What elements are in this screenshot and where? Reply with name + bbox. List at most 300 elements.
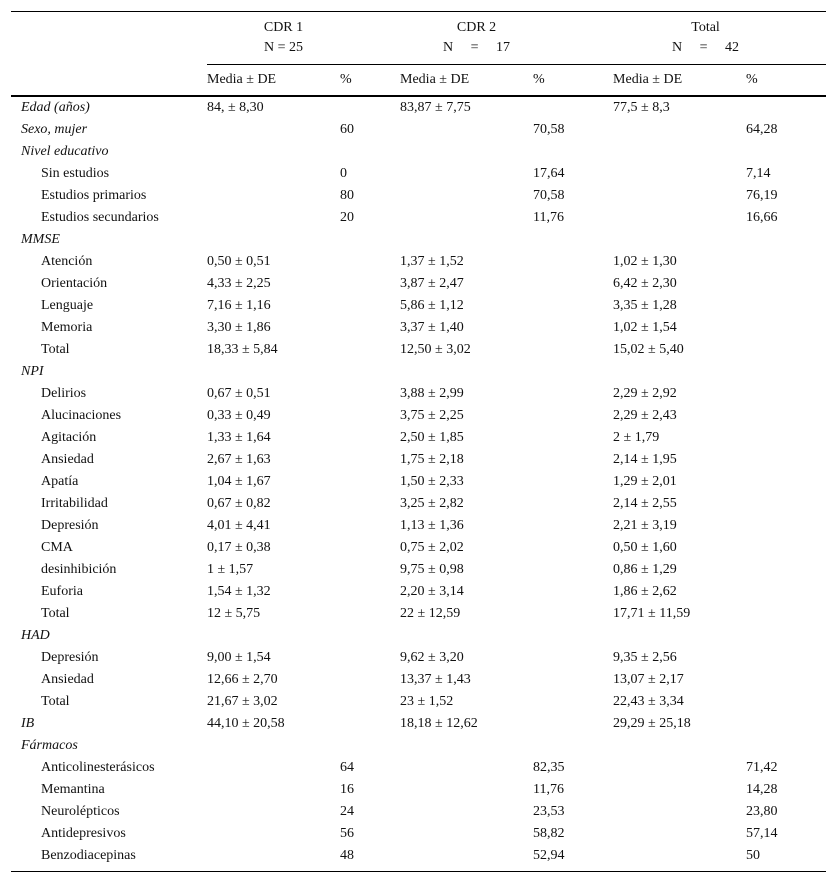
group-header-cdr1	[207, 12, 400, 65]
cell-total-mean	[613, 801, 746, 823]
row-category-label: HAD	[21, 628, 50, 643]
row-item-label: Memantina	[41, 782, 105, 797]
cell-cdr2-mean	[400, 163, 533, 185]
cell-total-pct	[746, 273, 826, 295]
cell-cdr2-pct	[533, 603, 613, 625]
row-category-label: IB	[21, 716, 35, 731]
cell-total-pct	[746, 361, 826, 383]
cell-cdr2-pct	[533, 361, 613, 383]
cell-cdr1-mean	[207, 625, 340, 647]
cell-total-mean	[613, 845, 746, 872]
table-row	[11, 383, 826, 405]
cell-total-mean: 13,07 ± 2,17	[613, 672, 684, 687]
row-item-label: Euforia	[41, 584, 83, 599]
cell-total-pct: 76,19	[746, 188, 778, 203]
cell-cdr1-pct	[340, 537, 400, 559]
cell-total-pct	[746, 515, 826, 537]
cell-cdr2-mean: 3,88 ± 2,99	[400, 386, 464, 401]
row-item-label: Ansiedad	[41, 672, 94, 687]
row-item-label: Orientación	[41, 276, 108, 291]
cell-cdr2-mean: 3,25 ± 2,82	[400, 496, 464, 511]
group-n: N = 17	[443, 40, 511, 55]
cell-total-pct	[746, 735, 826, 757]
cell-total-pct: 71,42	[746, 760, 778, 775]
cell-cdr1-pct	[340, 317, 400, 339]
cell-cdr2-mean: 3,37 ± 1,40	[400, 320, 464, 335]
sub-header-mean: Media ± DE	[207, 65, 340, 97]
cell-cdr1-mean: 4,33 ± 2,25	[207, 276, 271, 291]
sub-header-pct: %	[340, 65, 400, 97]
cell-cdr1-mean: 3,30 ± 1,86	[207, 320, 271, 335]
group-title: CDR 2	[456, 20, 497, 35]
cell-total-mean: 1,86 ± 2,62	[613, 584, 677, 599]
table-row	[11, 845, 826, 872]
cell-cdr2-pct	[533, 273, 613, 295]
cell-cdr2-mean: 3,87 ± 2,47	[400, 276, 464, 291]
cell-cdr2-mean: 23 ± 1,52	[400, 694, 454, 709]
cell-cdr1-mean: 1,33 ± 1,64	[207, 430, 271, 445]
table-row	[11, 559, 826, 581]
row-item-label: Estudios secundarios	[41, 210, 159, 225]
table-row	[11, 691, 826, 713]
cell-cdr2-pct	[533, 515, 613, 537]
cell-cdr2-mean: 3,75 ± 2,25	[400, 408, 464, 423]
cell-total-mean	[613, 735, 746, 757]
cell-cdr2-mean: 9,62 ± 3,20	[400, 650, 464, 665]
row-item-label: Delirios	[41, 386, 87, 401]
cell-cdr1-pct	[340, 559, 400, 581]
cell-cdr2-pct: 11,76	[533, 210, 564, 225]
cell-total-pct: 57,14	[746, 826, 778, 841]
row-item-label: Memoria	[41, 320, 93, 335]
cell-cdr1-mean: 2,67 ± 1,63	[207, 452, 271, 467]
cell-total-pct	[746, 647, 826, 669]
cell-cdr1-mean: 21,67 ± 3,02	[207, 694, 278, 709]
row-category-label: Nivel educativo	[21, 144, 109, 159]
group-header-total	[613, 12, 826, 65]
empty-corner-cell	[11, 12, 207, 65]
cell-cdr2-mean: 2,50 ± 1,85	[400, 430, 464, 445]
table-row	[11, 427, 826, 449]
cell-cdr2-pct: 52,94	[533, 845, 613, 872]
row-item-label: Anticolinesterásicos	[41, 760, 155, 775]
cell-cdr1-pct	[340, 471, 400, 493]
table-row	[11, 713, 826, 735]
group-header-cdr2	[400, 12, 613, 65]
table-row	[11, 229, 826, 251]
cell-total-pct: 64,28	[746, 122, 778, 137]
cell-cdr2-mean: 1,37 ± 1,52	[400, 254, 464, 269]
cell-cdr2-mean: 18,18 ± 12,62	[400, 716, 478, 731]
row-item-label: Alucinaciones	[41, 408, 122, 423]
cell-cdr1-pct: 0	[340, 166, 347, 181]
cell-cdr2-mean	[400, 361, 533, 383]
cell-cdr1-pct	[340, 141, 400, 163]
cell-total-mean: 9,35 ± 2,56	[613, 650, 677, 665]
row-category-label: NPI	[21, 364, 44, 379]
row-item-label: CMA	[41, 540, 73, 555]
cell-total-pct	[746, 405, 826, 427]
cell-cdr2-mean	[400, 229, 533, 251]
cell-cdr1-pct	[340, 515, 400, 537]
row-item-label: Neurolépticos	[41, 804, 120, 819]
cell-total-mean: 2,29 ± 2,92	[613, 386, 677, 401]
sub-header-pct: %	[746, 65, 826, 97]
cell-cdr1-pct	[340, 603, 400, 625]
cell-cdr2-pct: 17,64	[533, 166, 565, 181]
cell-cdr1-pct	[340, 625, 400, 647]
row-item-label: Sin estudios	[41, 166, 110, 181]
cell-total-mean: 29,29 ± 25,18	[613, 716, 691, 731]
cell-total-mean	[613, 229, 746, 251]
row-category-label: Edad (años)	[21, 100, 90, 115]
cell-cdr1-mean: 18,33 ± 5,84	[207, 342, 278, 357]
cell-cdr2-mean: 5,86 ± 1,12	[400, 298, 464, 313]
cell-cdr1-pct	[340, 581, 400, 603]
cell-cdr2-mean	[400, 185, 533, 207]
cell-total-mean: 2,14 ± 2,55	[613, 496, 677, 511]
cell-cdr2-pct	[533, 471, 613, 493]
cell-cdr1-mean	[207, 757, 340, 779]
table-row	[11, 625, 826, 647]
cell-cdr1-mean	[207, 845, 340, 872]
cell-cdr1-mean	[207, 361, 340, 383]
cell-total-pct	[746, 625, 826, 647]
table-row	[11, 96, 826, 119]
cell-total-pct	[746, 339, 826, 361]
cell-cdr2-pct: 70,58	[533, 188, 565, 203]
cell-total-mean	[613, 779, 746, 801]
cell-total-mean: 3,35 ± 1,28	[613, 298, 677, 313]
cell-cdr2-pct	[533, 537, 613, 559]
cell-cdr2-mean	[400, 845, 533, 872]
row-item-label: Depresión	[41, 518, 99, 533]
table-body	[11, 96, 826, 872]
cell-cdr1-pct: 24	[340, 804, 354, 819]
cell-cdr1-mean: 0,33 ± 0,49	[207, 408, 271, 423]
table-row	[11, 647, 826, 669]
cell-total-pct	[746, 295, 826, 317]
sub-header-mean: Media ± DE	[613, 65, 746, 97]
cell-cdr1-pct	[340, 405, 400, 427]
cell-cdr1-pct	[340, 295, 400, 317]
cell-cdr1-mean	[207, 801, 340, 823]
cell-cdr1-pct: 64	[340, 760, 354, 775]
cell-cdr2-pct	[533, 713, 613, 735]
row-item-label: Ansiedad	[41, 452, 94, 467]
cell-total-mean: 1,02 ± 1,54	[613, 320, 677, 335]
cell-cdr1-mean: 1,54 ± 1,32	[207, 584, 271, 599]
cell-cdr2-pct	[533, 625, 613, 647]
table-row	[11, 581, 826, 603]
table-row	[11, 471, 826, 493]
cell-cdr2-pct: 11,76	[533, 782, 564, 797]
table-row	[11, 779, 826, 801]
row-item-label: Benzodiacepinas	[11, 845, 207, 872]
cell-cdr2-pct	[533, 405, 613, 427]
cell-cdr2-pct	[533, 735, 613, 757]
table-row	[11, 119, 826, 141]
table-row	[11, 603, 826, 625]
cell-cdr1-pct	[340, 669, 400, 691]
cell-cdr1-mean	[207, 185, 340, 207]
cell-total-pct	[746, 96, 826, 119]
cell-total-pct	[746, 383, 826, 405]
row-item-label: Total	[41, 694, 70, 709]
table-row	[11, 163, 826, 185]
row-category-label: Fármacos	[21, 738, 78, 753]
cell-cdr1-pct	[340, 96, 400, 119]
cell-cdr2-mean: 83,87 ± 7,75	[400, 100, 471, 115]
sub-header-mean: Media ± DE	[400, 65, 533, 97]
cell-cdr2-mean	[400, 735, 533, 757]
cell-cdr1-mean	[207, 119, 340, 141]
cell-cdr1-pct	[340, 691, 400, 713]
cell-total-mean	[613, 625, 746, 647]
cell-total-mean	[613, 823, 746, 845]
cell-total-pct	[746, 449, 826, 471]
cell-total-mean: 6,42 ± 2,30	[613, 276, 677, 291]
table-row	[11, 537, 826, 559]
cell-cdr1-pct: 16	[340, 782, 354, 797]
cell-cdr2-mean: 2,20 ± 3,14	[400, 584, 464, 599]
cell-cdr1-mean: 9,00 ± 1,54	[207, 650, 271, 665]
table-row	[11, 141, 826, 163]
cell-cdr2-pct	[533, 427, 613, 449]
cell-total-pct	[746, 691, 826, 713]
table-row	[11, 801, 826, 823]
cell-cdr1-mean: 0,67 ± 0,51	[207, 386, 271, 401]
cell-total-mean: 1,02 ± 1,30	[613, 254, 677, 269]
cell-total-pct	[746, 559, 826, 581]
cell-total-pct	[746, 669, 826, 691]
cell-total-mean	[613, 207, 746, 229]
group-title: CDR 1	[263, 20, 304, 35]
cell-cdr1-pct	[340, 383, 400, 405]
cell-cdr2-mean: 12,50 ± 3,02	[400, 342, 471, 357]
cell-cdr2-pct	[533, 559, 613, 581]
cell-total-mean	[613, 757, 746, 779]
cell-cdr2-mean	[400, 779, 533, 801]
cell-cdr1-mean: 7,16 ± 1,16	[207, 298, 271, 313]
cell-cdr2-mean	[400, 207, 533, 229]
cell-total-mean: 15,02 ± 5,40	[613, 342, 684, 357]
row-item-label: desinhibición	[41, 562, 117, 577]
cell-cdr1-mean: 0,67 ± 0,82	[207, 496, 271, 511]
data-table-container	[11, 11, 826, 872]
group-header-row	[11, 12, 826, 65]
cell-cdr1-pct	[340, 339, 400, 361]
cell-cdr2-pct: 82,35	[533, 760, 565, 775]
cell-cdr2-mean	[400, 801, 533, 823]
cell-cdr2-pct: 70,58	[533, 122, 565, 137]
table-row	[11, 273, 826, 295]
cell-total-pct	[746, 537, 826, 559]
table-row	[11, 735, 826, 757]
table-row	[11, 295, 826, 317]
cell-total-mean	[613, 185, 746, 207]
cell-cdr2-pct	[533, 647, 613, 669]
cell-total-mean: 2,21 ± 3,19	[613, 518, 677, 533]
cell-cdr1-pct	[340, 273, 400, 295]
cell-cdr1-pct	[340, 647, 400, 669]
cell-cdr1-pct	[340, 361, 400, 383]
cell-total-mean: 22,43 ± 3,34	[613, 694, 684, 709]
row-item-label: Agitación	[41, 430, 97, 445]
table-row	[11, 493, 826, 515]
table-row	[11, 515, 826, 537]
cell-total-pct	[746, 141, 826, 163]
cell-total-mean: 0,86 ± 1,29	[613, 562, 677, 577]
cell-total-pct: 14,28	[746, 782, 778, 797]
cell-cdr2-pct	[533, 295, 613, 317]
cell-total-mean	[613, 163, 746, 185]
cell-cdr1-pct: 60	[340, 122, 354, 137]
table-row	[11, 207, 826, 229]
cell-cdr1-pct	[340, 251, 400, 273]
cell-total-mean: 0,50 ± 1,60	[613, 540, 677, 555]
cell-total-mean	[613, 119, 746, 141]
row-item-label: Irritabilidad	[41, 496, 108, 511]
cell-cdr1-pct	[340, 735, 400, 757]
cell-cdr1-pct	[340, 713, 400, 735]
cell-total-mean	[613, 141, 746, 163]
cell-cdr1-mean: 1,04 ± 1,67	[207, 474, 271, 489]
cell-cdr2-mean: 1,50 ± 2,33	[400, 474, 464, 489]
cell-cdr2-mean: 9,75 ± 0,98	[400, 562, 464, 577]
table-row	[11, 449, 826, 471]
cell-cdr1-mean	[207, 823, 340, 845]
table-row	[11, 317, 826, 339]
cell-total-pct: 23,80	[746, 804, 778, 819]
cell-cdr1-mean: 0,17 ± 0,38	[207, 540, 271, 555]
row-item-label: Total	[41, 342, 70, 357]
cell-cdr1-mean	[207, 735, 340, 757]
group-title: Total	[691, 20, 720, 35]
row-category-label: MMSE	[21, 232, 60, 247]
table-row	[11, 339, 826, 361]
cell-total-pct: 7,14	[746, 166, 771, 181]
cell-cdr2-pct	[533, 669, 613, 691]
cell-cdr1-mean: 44,10 ± 20,58	[207, 716, 285, 731]
cell-total-pct	[746, 581, 826, 603]
cell-cdr2-mean: 22 ± 12,59	[400, 606, 461, 621]
cell-cdr2-pct	[533, 96, 613, 119]
cell-cdr2-mean	[400, 141, 533, 163]
row-item-label: Lenguaje	[41, 298, 94, 313]
cell-total-pct	[746, 713, 826, 735]
cell-cdr1-pct	[340, 493, 400, 515]
row-item-label: Atención	[41, 254, 93, 269]
cell-total-pct	[746, 229, 826, 251]
cell-cdr2-mean: 0,75 ± 2,02	[400, 540, 464, 555]
cell-cdr1-mean: 12,66 ± 2,70	[207, 672, 278, 687]
cell-total-mean	[613, 361, 746, 383]
cell-cdr1-mean	[207, 229, 340, 251]
sub-header-pct: %	[533, 65, 613, 97]
row-item-label: Antidepresivos	[41, 826, 126, 841]
table-row	[11, 823, 826, 845]
cell-cdr1-mean: 84, ± 8,30	[207, 100, 264, 115]
cell-cdr1-pct	[340, 449, 400, 471]
cell-cdr2-mean: 1,75 ± 2,18	[400, 452, 464, 467]
cell-cdr1-pct: 80	[340, 188, 354, 203]
group-n: N = 25	[264, 40, 304, 55]
cell-cdr2-mean: 13,37 ± 1,43	[400, 672, 471, 687]
cell-cdr2-pct	[533, 383, 613, 405]
cell-cdr1-mean	[207, 141, 340, 163]
table-row	[11, 405, 826, 427]
cell-total-mean: 77,5 ± 8,3	[613, 100, 670, 115]
cell-cdr2-mean	[400, 823, 533, 845]
table-row	[11, 757, 826, 779]
cell-cdr2-mean	[400, 625, 533, 647]
cell-cdr1-pct	[340, 229, 400, 251]
cell-cdr2-pct	[533, 229, 613, 251]
cell-cdr2-pct	[533, 493, 613, 515]
sub-header-row	[11, 65, 826, 97]
cell-cdr2-pct	[533, 581, 613, 603]
cell-cdr2-pct: 58,82	[533, 826, 565, 841]
cell-cdr1-mean: 4,01 ± 4,41	[207, 518, 271, 533]
cell-cdr1-pct	[340, 427, 400, 449]
table-row	[11, 185, 826, 207]
cell-cdr1-pct: 56	[340, 826, 354, 841]
row-item-label: Apatía	[41, 474, 79, 489]
cell-total-pct	[746, 317, 826, 339]
cell-total-pct: 16,66	[746, 210, 778, 225]
row-item-label: Estudios primarios	[41, 188, 147, 203]
cell-cdr2-pct	[533, 251, 613, 273]
cell-total-mean: 2,29 ± 2,43	[613, 408, 677, 423]
cell-total-pct	[746, 603, 826, 625]
row-item-label: Total	[41, 606, 70, 621]
cell-cdr1-mean	[207, 163, 340, 185]
cell-total-pct	[746, 251, 826, 273]
cell-total-pct: 50	[746, 845, 826, 872]
table-row	[11, 251, 826, 273]
cell-total-mean: 2,14 ± 1,95	[613, 452, 677, 467]
row-category-label: Sexo, mujer	[21, 122, 88, 137]
cell-cdr2-pct	[533, 691, 613, 713]
cell-cdr1-mean	[207, 779, 340, 801]
cell-cdr1-mean: 1 ± 1,57	[207, 562, 254, 577]
cell-cdr2-pct	[533, 141, 613, 163]
cell-cdr1-mean: 12 ± 5,75	[207, 606, 261, 621]
cell-cdr2-mean: 1,13 ± 1,36	[400, 518, 464, 533]
data-table	[11, 11, 826, 872]
cell-cdr2-mean	[400, 757, 533, 779]
row-item-label: Depresión	[41, 650, 99, 665]
empty-corner-cell	[11, 65, 207, 97]
table-row	[11, 669, 826, 691]
cell-total-mean: 1,29 ± 2,01	[613, 474, 677, 489]
cell-total-pct	[746, 427, 826, 449]
cell-cdr2-pct: 23,53	[533, 804, 565, 819]
group-n: N = 42	[672, 40, 740, 55]
cell-cdr2-pct	[533, 449, 613, 471]
cell-cdr2-mean	[400, 119, 533, 141]
cell-cdr1-pct: 20	[340, 210, 354, 225]
cell-total-mean: 2 ± 1,79	[613, 430, 660, 445]
cell-cdr2-pct	[533, 317, 613, 339]
cell-cdr2-pct	[533, 339, 613, 361]
cell-total-pct	[746, 493, 826, 515]
cell-cdr1-mean: 0,50 ± 0,51	[207, 254, 271, 269]
table-row	[11, 361, 826, 383]
cell-cdr1-pct: 48	[340, 845, 400, 872]
cell-total-mean: 17,71 ± 11,59	[613, 606, 691, 621]
